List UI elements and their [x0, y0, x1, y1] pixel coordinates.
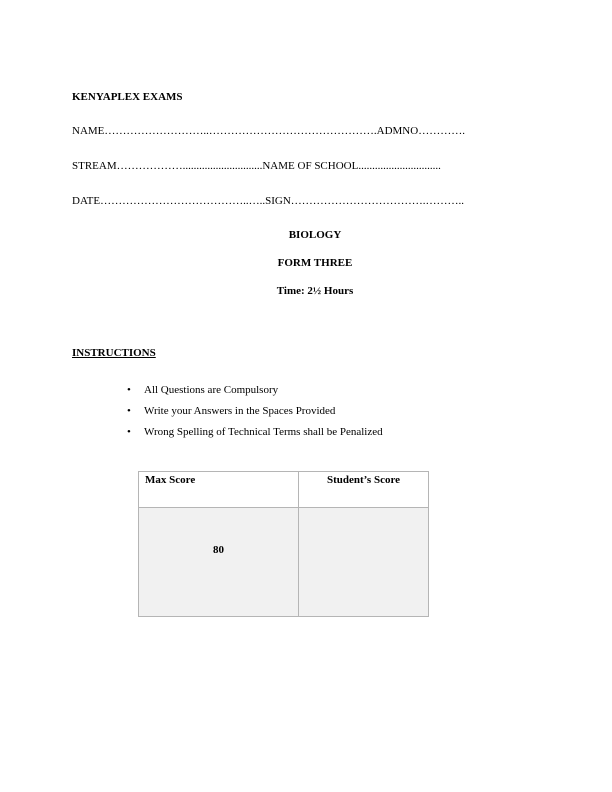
instructions-list: [127, 381, 383, 444]
form-title: FORM THREE: [277, 257, 353, 269]
instruction-text: Wrong Spelling of Technical Terms shall be Penalized: [144, 426, 383, 438]
bullet-icon: •: [127, 384, 131, 396]
max-score-value: 80: [213, 544, 224, 556]
date-sign-field-line: DATE…………………………………..…..SIGN……………………………….………..: [72, 195, 465, 207]
exam-duration: Time: 2½ Hours: [276, 285, 354, 297]
bullet-icon: •: [127, 426, 131, 438]
bullet-icon: •: [127, 405, 131, 417]
instruction-item: [127, 381, 383, 402]
score-table: [138, 471, 429, 617]
score-table-header-row: [139, 472, 429, 508]
instruction-item: [127, 423, 383, 444]
student-score-header: Student’s Score: [299, 472, 429, 508]
instruction-text: All Questions are Compulsory: [144, 384, 279, 396]
max-score-cell: [139, 508, 299, 617]
instruction-text: Write your Answers in the Spaces Provided: [144, 405, 336, 417]
name-admno-field-line: NAME………………………..……………………………………….ADMNO………….: [72, 125, 465, 137]
org-name: KENYAPLEX EXAMS: [72, 91, 183, 103]
score-table-row: [139, 508, 429, 617]
subject-title: BIOLOGY: [288, 229, 342, 241]
max-score-header: Max Score: [139, 472, 299, 508]
stream-school-field-line: STREAM……………….............................NAME OF SCHOOL..............................: [72, 160, 441, 172]
student-score-cell: [299, 508, 429, 617]
instruction-item: [127, 402, 383, 423]
instructions-heading: INSTRUCTIONS: [72, 347, 156, 359]
